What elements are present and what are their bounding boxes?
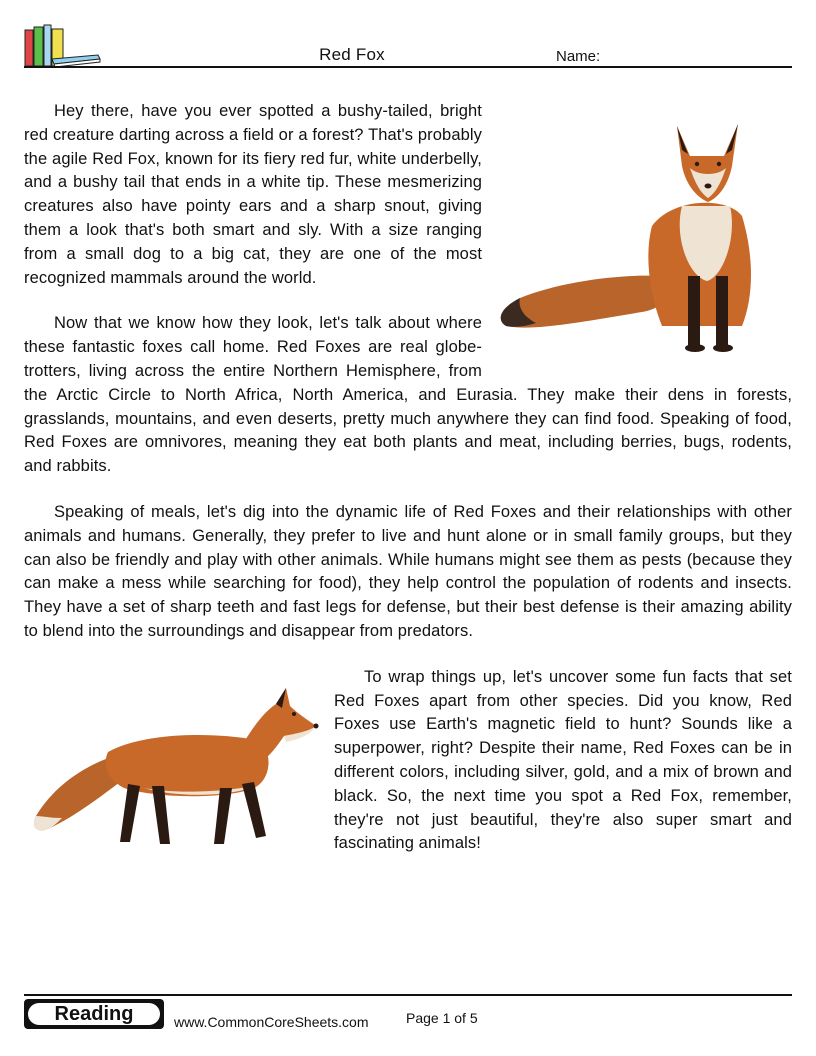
paragraph-appearance: Hey there, have you ever spotted a bushy-tailed, bright red creature darting across a field or a forest? That's probably the agile Red Fox, known for its fiery red fur, white underbelly, and a bushy tail that ends in a white tip. These mesmerizing creatures also have pointy ears and a sharp snout, giving them a look that's both smart and sly. With a size ranging from a small dog to a big cat, they are one of the most recognized mammals around the world. — [24, 102, 482, 287]
subject-badge — [24, 999, 164, 1029]
page-number: Page 1 of 5 — [406, 1010, 478, 1026]
subject-badge-label: Reading — [28, 1003, 160, 1025]
article-body — [24, 100, 792, 878]
site-url: www.CommonCoreSheets.com — [174, 1014, 369, 1030]
walking-fox-icon — [24, 676, 324, 872]
paragraph-fun-facts: To wrap things up, let's uncover some fun facts that set Red Foxes apart from other species. Did you know, Red Foxes use Earth's magnetic field to hunt? Sounds like a superpower, right? Despite their name, Red Foxes can be in different colors, including silver, gold, and a mix of brown and black. So, the next time you spot a Red Fox, remember, they're not just beautiful, they're also super smart and fascinating animals! — [334, 667, 792, 853]
sitting-fox-icon — [492, 106, 792, 356]
footer-divider — [24, 994, 792, 996]
worksheet-header — [24, 20, 792, 70]
paragraph-behavior: Speaking of meals, let's dig into the dynamic life of Red Foxes and their relationships with other animals and humans. Generally, they prefer to live and hunt alone or in small family groups, but they can also be friendly and play with other animals. While humans might see them as pests (because they can make a mess while searching for food), they help control the population of rodents and insects. They have a set of sharp teeth and fast legs for defense, but their best defense is their amazing ability to blend into the surroundings and disappear from predators. — [24, 502, 792, 640]
header-divider — [24, 66, 792, 68]
paragraph-habitat: Now that we know how they look, let's talk about where these fantastic foxes call home. Red Foxes are real globe-trotters, living across the entire Northern Hemisphere, from the Arctic Circle to North Africa, North America, and Eurasia. They make their dens in forests, grasslands, mountains, and even deserts, pretty much anywhere they can find food. Speaking of food, Red Foxes are omnivores, meaning they eat both plants and meat, including berries, bugs, rodents, and rabbits. — [24, 314, 792, 476]
page-title: Red Fox — [319, 45, 385, 64]
name-label: Name: — [556, 48, 601, 65]
worksheet-footer — [24, 994, 792, 1034]
